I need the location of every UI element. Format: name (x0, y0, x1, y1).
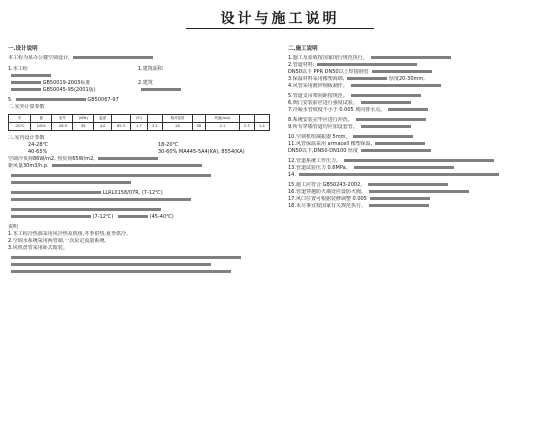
list-item: 6.阀门安装前应进行强度试验。 (288, 100, 552, 107)
text-line (8, 180, 270, 187)
list-item: 15.施工应符合 GB50243-2002。 (288, 182, 552, 189)
temp-note-line: (7-12℃) (45-40℃) (8, 214, 270, 221)
text-line (8, 255, 270, 262)
list-item: 5.管道支吊架间距按规范。 (288, 93, 552, 100)
item-2: GB50019-2003标准 2.建筑 (8, 80, 270, 87)
title-underline (186, 28, 374, 29)
load-line: 空调冷负荷86W/m2, 热负荷65W/m2, (8, 156, 270, 163)
outdoor-params-table (8, 114, 270, 131)
temp-row: 24-28℃ 18-20℃ (28, 142, 179, 148)
text-line (8, 73, 270, 80)
list-item: 17.风口位置可根据装修调整 0.005 (288, 196, 552, 203)
list-item: 12.管道系统工作压力。 (288, 158, 552, 165)
list-item: 16.管道穿越防火墙处应设防火阀。 (288, 189, 552, 196)
list-item: 1.施工及验收按国家现行规范执行。 (288, 55, 552, 62)
fresh-air-line: 新风量30m3/h.p. (8, 163, 270, 170)
list-item: 9.所有穿墙管道均应加设套管。 (288, 124, 552, 131)
list-item: 14. (288, 172, 552, 179)
list-item: DN50以下,DN50-DN100 厚度 (288, 148, 552, 155)
humidity-row: 40-65% 30-60% MA445-5A4(KA), 8554(KA) (28, 149, 245, 155)
list-item: 1.本工程冷热源采用风冷热泵机组,冬季供热,夏季供冷。 (8, 231, 131, 237)
section-design-notes: 一.设计说明 (8, 46, 38, 52)
table-row: 冬 夏 室外 (kPa) 温度 (℃) 相对湿度 风速(m/s) (9, 115, 270, 123)
list-item: 3.保温材料采用橡塑海绵, 厚度20-30mm, (288, 76, 425, 82)
list-item: 2.管道材料: (288, 62, 552, 69)
page-title: 设计与施工说明 (220, 11, 340, 27)
unit-model-line: LLRL0158/07R, (7-12℃) (8, 190, 270, 197)
text-line (8, 262, 270, 269)
table-row: -20℃ 1004 -26.9 95 4.0 85.3 1.7 2.1 28 58 2.1 2.3 1.4 (9, 123, 270, 131)
list-item: 4.风管采用镀锌钢板制作。 (288, 83, 552, 90)
list-item: DN50以下 PPR DN50以上焊接钢管 (288, 69, 552, 76)
list-item: 3.风机盘管采用卧式暗装。 (8, 245, 68, 251)
list-item: 2.空调水系统采用两管制,一次泵定流量系统。 (8, 238, 110, 244)
list-item: 10.空调机组减振器 5mm。 (288, 134, 552, 141)
notes-title: 说明 (8, 224, 19, 230)
text-line (8, 173, 270, 180)
right-column (288, 46, 552, 210)
list-item: 13.管道试验压力 0.6MPa。 (288, 165, 552, 172)
text-line (8, 197, 270, 204)
list-item: 18.未尽事宜按国家有关规范执行。 (288, 203, 552, 210)
item-5: 5. GB50067-97 (8, 97, 119, 103)
item-1: 1.本工程 1.建筑面积 (8, 66, 163, 72)
list-item: 11.风管保温采用 armacell 橡塑保温, (288, 141, 552, 148)
text-line: 本工程为某办公楼空调设计, (8, 55, 270, 62)
text-line (8, 207, 270, 214)
section-construction-notes: 二.施工说明 (288, 46, 318, 52)
indoor-params-title: 三.室内设计参数 (8, 135, 45, 141)
item-3: GB50045-95(2001版) (8, 87, 270, 94)
table-caption: 二.室外计算参数 (8, 104, 45, 110)
list-item: 7.冷凝水管坡度不小于 0.005 坡向排水点。 (288, 107, 552, 114)
left-column (8, 46, 270, 276)
list-item: 8.系统安装完毕应进行冲洗。 (288, 117, 552, 124)
text-line (8, 269, 270, 276)
